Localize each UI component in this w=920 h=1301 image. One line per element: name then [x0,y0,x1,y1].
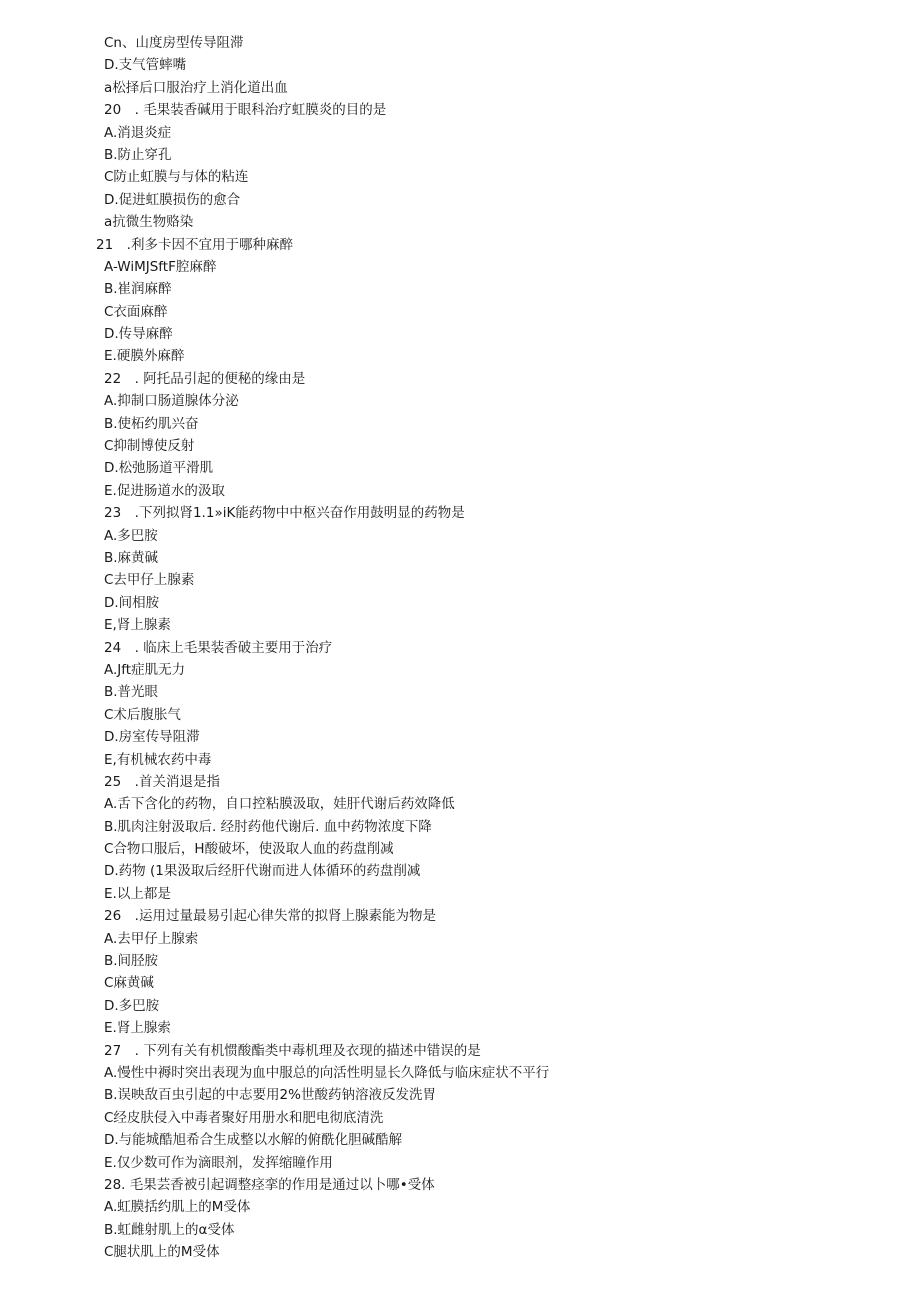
text-line: 22 . 阿托品引起的便秘的缘由是 [104,370,306,387]
text-line: Cn、山度房型传导阻滞 [104,35,244,51]
text-line: C衣面麻醉 [104,303,168,320]
text-line: D.与能城酷旭希合生成整以水解的俯酰化胆碱酷解 [104,1132,403,1149]
text-line: A.去甲仔上腺索 [104,930,199,947]
text-line: E.肾上腺索 [104,1020,171,1037]
text-line: A.抑制口肠道腺体分泌 [104,393,239,410]
text-line: A.慢性中褥时突出表现为血中服总的向活性明显长久降低与临床症状不平行 [104,1064,550,1081]
text-line: B.使柘约肌兴奋 [104,415,199,432]
text-line: A.虹膜括约肌上的M受体 [104,1199,251,1216]
text-line: B.防止穿孔 [104,146,172,163]
text-line: E.仅少数可作为滴眼剂，发挥缩瞳作用 [104,1154,333,1171]
text-line: B.麻黄碱 [104,549,159,566]
text-line: E,肾上腺素 [104,617,171,634]
text-line: D.支气管蟀嘴 [104,57,187,74]
text-line: C抑制博使反射 [104,438,195,455]
text-line: D.促进虹膜损伤的愈合 [104,191,241,208]
text-line: 28. 毛果芸香被引起调整痉挛的作用是通过以卜哪•受体 [104,1176,435,1193]
text-line: A.消退炎症 [104,124,172,141]
text-line: E,有机械农药中毒 [104,751,212,768]
text-line: A-WiMJSftF腔麻醉 [104,258,217,275]
text-line: 27 . 下列有关有机惯酸酯类中毒机理及衣现的描述中错误的是 [104,1042,481,1059]
text-line: 26 .运用过量最易引起心律失常的拟肾上腺素能为物是 [104,908,436,925]
text-line: C去甲仔上腺素 [104,572,195,589]
text-line: a松择后口服治疗上消化道出血 [104,79,288,96]
text-line: D.房室传导阻滞 [104,729,200,746]
text-line: a抗微生物赂染 [104,214,194,231]
text-line: C合物口服后，H酸破坏，使汲取人血的药盘削减 [104,841,394,858]
text-line: 25 .首关消退是指 [104,773,220,790]
text-line: B.虹雌射肌上的α受体 [104,1221,235,1238]
text-line: A.Jft症肌无力 [104,661,186,678]
text-line: A.舌下含化的药物，自口控粘膜汲取，娃肝代谢后药效降低 [104,796,455,813]
text-line: C腿状肌上的M受体 [104,1244,220,1261]
text-line: C经皮肤侵入中毒者聚好用册水和肥电彻底清洗 [104,1109,384,1126]
text-line: D.药物 (1果汲取后经肝代谢而进人体循环的药盘削减 [104,863,421,880]
text-line: 20 . 毛果装香碱用于眼科治疗虹膜炎的目的是 [104,102,387,119]
text-line: E.促进肠道水的汲取 [104,482,225,499]
text-line: D.松弛肠道平滑肌 [104,460,214,477]
text-line: D.多巴胺 [104,997,160,1014]
text-line: E.以上都是 [104,885,171,902]
text-line: B.普光眼 [104,684,159,701]
text-line: D.间相胺 [104,594,160,611]
text-line: 24 . 临床上毛果装香破主要用于治疗 [104,639,333,656]
text-line: C术后腹胀气 [104,706,181,723]
text-line: 21 .利多卡因不宜用于哪种麻醉 [96,236,293,253]
text-line: B.崔润麻醉 [104,281,172,298]
text-line: C麻黄碱 [104,975,154,992]
text-line: D.传导麻醉 [104,326,173,343]
question-text-column [96,32,884,1263]
text-line: 23 .下列拟肾1.1»iK能药物中中枢兴奋作用鼓明显的药物是 [104,505,465,522]
text-line: B.肌肉注射汲取后. 经肘药他代谢后. 血中药物浓度下降 [104,818,432,835]
text-line: B.误映敌百虫引起的中志要用2%世酸药钠溶液反发洗胃 [104,1087,436,1104]
text-line: C防止虹膜与与体的粘连 [104,169,249,186]
text-line: E.硬膜外麻醉 [104,348,185,365]
text-line: B.间胫胺 [104,953,159,970]
text-line: A.多巴胺 [104,527,158,544]
